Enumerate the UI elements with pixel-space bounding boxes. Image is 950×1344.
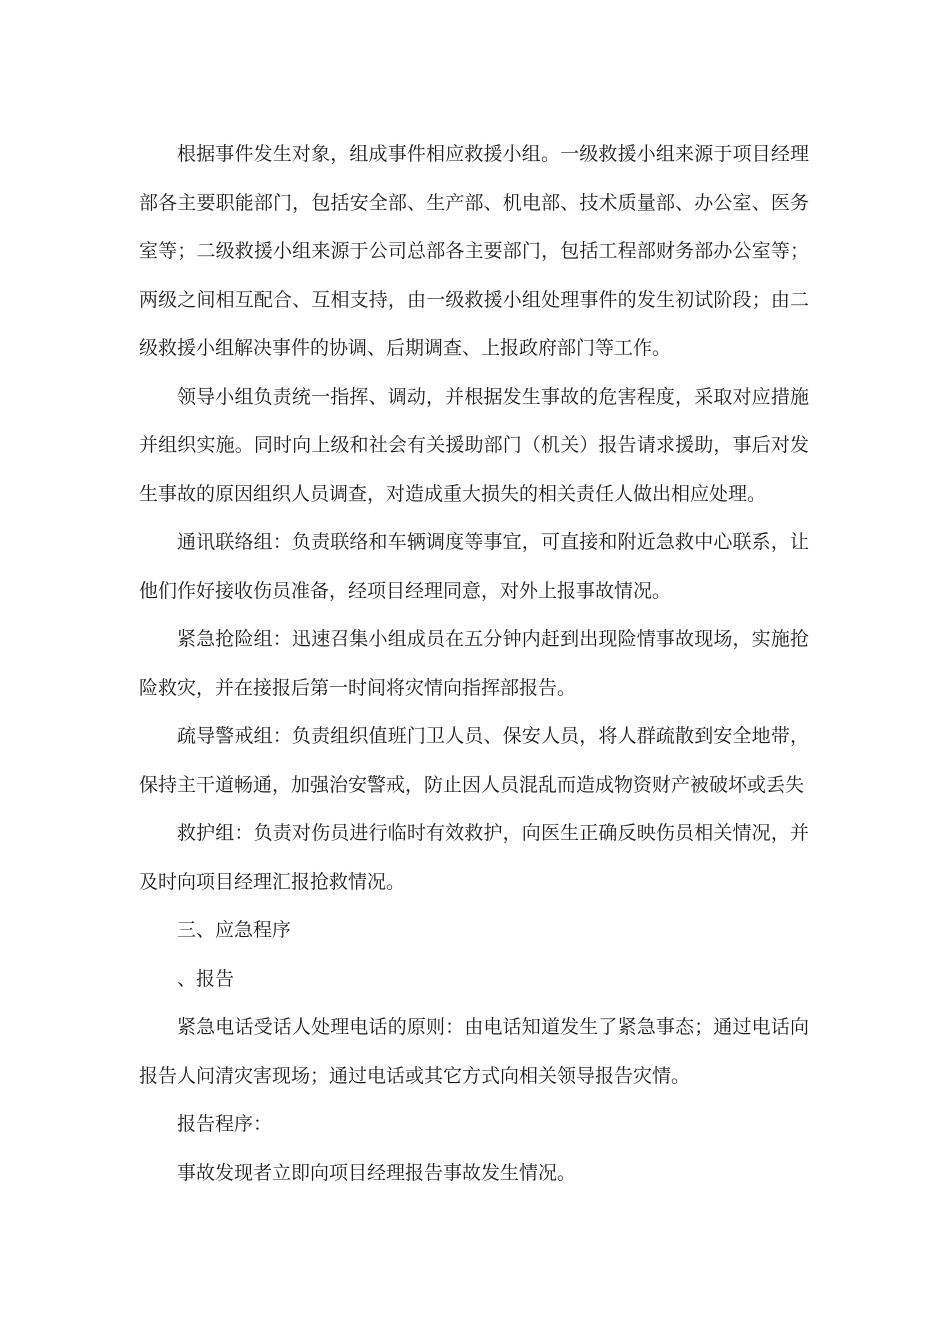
subsection-heading-report: 、报告: [177, 967, 235, 990]
paragraph-leadership-group: 领导小组负责统一指挥、调动，并根据发生事故的危害程度，采取对应措施并组织实施。同时向上级和社会有关援助部门（机关）报告请求援助，事后对发生事故的原因组织人员调查，对造成重大损失的相关责任人做出相应处理。: [139, 385, 809, 505]
paragraph-report-first-step: 事故发现者立即向项目经理报告事故发生情况。: [177, 1161, 577, 1184]
paragraph-report-procedure-label: 报告程序：: [177, 1113, 273, 1135]
paragraph-emergency-rescue-group: 紧急抢险组：迅速召集小组成员在五分钟内赶到出现险情事故现场，实施抢险救灾，并在接报后第一时间将灾情向指挥部报告。: [139, 628, 809, 699]
paragraph-communication-group: 通讯联络组：负责联络和车辆调度等事宜，可直接和附近急救中心联系，让他们作好接收伤员准备，经项目经理同意，对外上报事故情况。: [139, 531, 809, 602]
paragraph-medical-aid-group: 救护组：负责对伤员进行临时有效救护，向医生正确反映伤员相关情况，并及时向项目经理汇报抢救情况。: [139, 822, 809, 893]
paragraph-evacuation-guard-group: 疏导警戒组：负责组织值班门卫人员、保安人员，将人群疏散到安全地带，保持主干道畅通，加强治安警戒，防止因人员混乱而造成物资财产被破坏或丢失: [139, 725, 809, 796]
paragraph-rescue-groups: 根据事件发生对象，组成事件相应救援小组。一级救援小组来源于项目经理部各主要职能部门，包括安全部、生产部、机电部、技术质量部、办公室、医务室等；二级救援小组来源于公司总部各主要部门，包括工程部财务部办公室等；两级之间相互配合、互相支持，由一级救援小组处理事件的发生初试阶段；由二级救援小组解决事件的协调、后期调查、上报政府部门等工作。: [139, 143, 809, 359]
document-body: [139, 130, 809, 1197]
section-heading-emergency-procedure: 三、应急程序: [177, 919, 292, 941]
paragraph-phone-principles: 紧急电话受话人处理电话的原则：由电话知道发生了紧急事态；通过电话向报告人问清灾害现场；通过电话或其它方式向相关领导报告灾情。: [139, 1016, 809, 1087]
